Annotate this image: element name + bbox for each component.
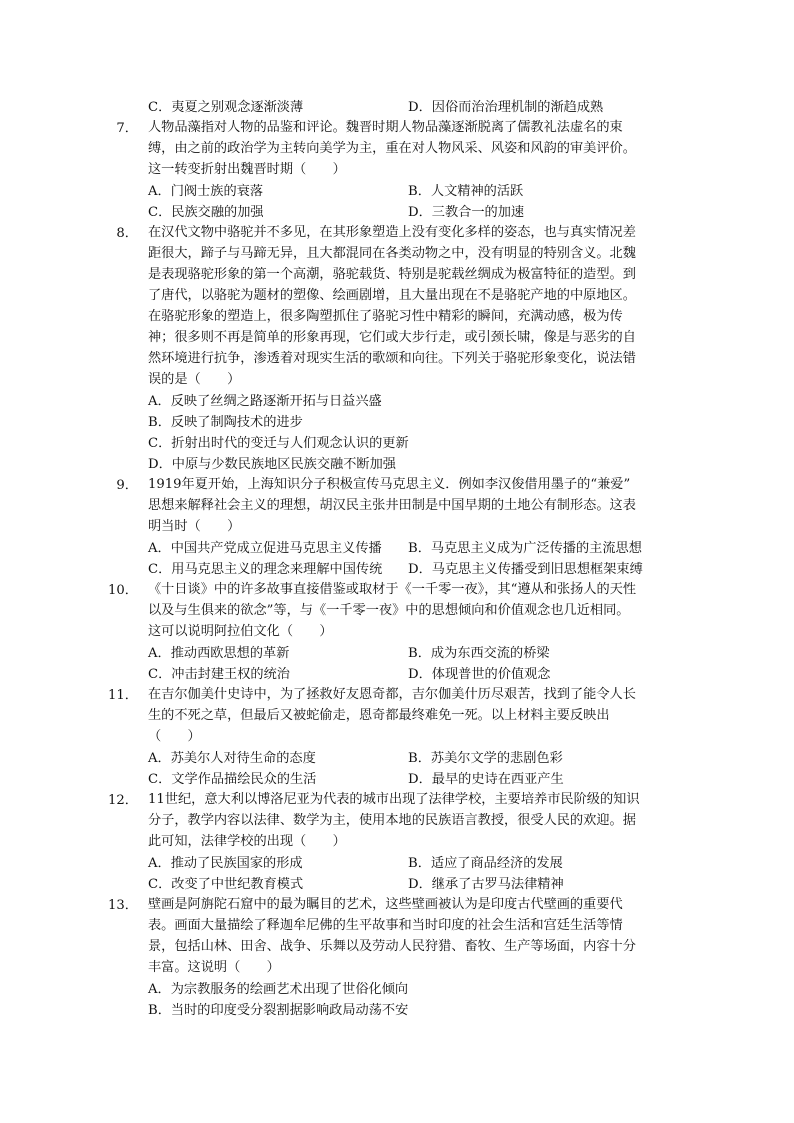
question-number: 7．	[116, 121, 138, 136]
option-c: C．折射出时代的变迁与人们观念认识的更新	[148, 436, 409, 451]
option-b: B．成为东西交流的桥梁	[408, 646, 550, 661]
option-b: B．马克思主义成为广泛传播的主流思想	[408, 541, 642, 556]
question-text-line: 表。画面大量描绘了释迦牟尼佛的生平故事和当时印度的社会生活和宫廷生活等情	[148, 918, 623, 933]
question-text-line: 1919年夏开始，上海知识分子积极宣传马克思主义．例如李汉俊借用墨子的“兼爱”	[148, 477, 631, 492]
option-b: B．反映了制陶技术的进步	[148, 415, 303, 430]
option-c: C．民族交融的加强	[148, 205, 264, 220]
option-c: C．冲击封建王权的统治	[148, 667, 290, 682]
question-number: 10．	[108, 583, 138, 598]
question-text-line: 思想来解释社会主义的理想，胡汉民主张井田制是中国早期的土地公有制形态。这表	[148, 498, 636, 513]
question-text-line: 距很大，蹄子与马蹄无异，且大都混同在各类动物之中，没有明显的特别含义。北魏	[148, 246, 636, 261]
option-a: A．为宗教服务的绘画艺术出现了世俗化倾向	[148, 982, 409, 997]
option-a: A．推动西欧思想的革新	[148, 646, 290, 661]
option-a: A．中国共产党成立促进马克思主义传播	[148, 541, 382, 556]
option-c: C．文学作品描绘民众的生活	[148, 772, 317, 787]
question-number: 9．	[116, 478, 138, 493]
option-d: D．体现普世的价值观念	[408, 667, 551, 682]
option-c: C．改变了中世纪教育模式	[148, 877, 304, 892]
question-text-line: 缚，由之前的政治学为主转向美学为主，重在对人物风采、风姿和风韵的审美评价。	[148, 141, 636, 156]
question-text-line: 了唐代，以骆驼为题材的塑像、绘画剧增，且大量出现在不是骆驼产地的中原地区。	[148, 288, 636, 303]
question-text-line: 丰富。这说明（ ）	[148, 960, 280, 975]
question-text-line: 明当时（ ）	[148, 519, 241, 534]
option-c: C．用马克思主义的理念来理解中国传统	[148, 562, 383, 577]
question-text-line: 在吉尔伽美什史诗中，为了拯救好友恩奇都，吉尔伽美什历尽艰苦，找到了能令人长	[148, 687, 636, 702]
question-text-line: 在汉代文物中骆驼并不多见，在其形象塑造上没有变化多样的姿态，也与真实情况差	[148, 225, 636, 240]
question-text-line: 景，包括山林、田舍、战争、乐舞以及劳动人民狩猎、畜牧、生产等场面，内容十分	[148, 939, 636, 954]
question-text-line: 误的是（ ）	[148, 372, 241, 387]
question-text-line: 神；很多则不再是简单的形象再现，它们或大步行走，或引颈长啸，像是与恶劣的自	[148, 330, 636, 345]
question-text-line: （ ）	[148, 729, 201, 744]
question-text-line: 是表现骆驼形象的第一个高潮，骆驼载货、特别是驼载丝绸成为极富特征的造型。到	[148, 267, 636, 282]
option-a: A．苏美尔人对待生命的态度	[148, 751, 316, 766]
question-text-line: 以及与生俱来的欲念”等，与《一千零一夜》中的思想倾向和价值观念也几近相同。	[148, 603, 630, 618]
option-b: B．适应了商品经济的发展	[408, 856, 563, 871]
option-d: D．三教合一的加速	[408, 205, 525, 220]
option-a: A．推动了民族国家的形成	[148, 856, 303, 871]
option-b: B．人文精神的活跃	[408, 184, 524, 199]
question-text-line: 此可知，法律学校的出现（ ）	[148, 834, 346, 849]
question-text-line: 11世纪，意大利以博洛尼亚为代表的城市出现了法律学校，主要培养市民阶级的知识	[148, 792, 640, 807]
question-text-line: 在骆驼形象的塑造上，很多陶塑抓住了骆驼习性中精彩的瞬间，充满动感，极为传	[148, 309, 623, 324]
option-b: B．当时的印度受分裂割据影响政局动荡不安	[148, 1003, 409, 1018]
option-a: A．门阀士族的衰落	[148, 184, 264, 199]
question-text-line: 这一转变折射出魏晋时期（ ）	[148, 162, 346, 177]
option-a: A．反映了丝绸之路逐渐开拓与日益兴盛	[148, 394, 382, 409]
option-b: B．苏美尔文学的悲剧色彩	[408, 751, 563, 766]
question-text-line: 《十日谈》中的许多故事直接借鉴或取材于《一千零一夜》，其“遵从和张扬人的天性	[148, 582, 637, 597]
question-text-line: 壁画是阿旃陀石窟中的最为瞩目的艺术，这些壁画被认为是印度古代壁画的重要代	[148, 897, 623, 912]
question-number: 12．	[108, 793, 138, 808]
option-c: C．夷夏之别观念逐渐淡薄	[148, 100, 304, 115]
question-text-line: 分子，教学内容以法律、数学为主，使用本地的民族语言教授，很受人民的欢迎。据	[148, 813, 636, 828]
question-text-line: 这可以说明阿拉伯文化（ ）	[148, 624, 333, 639]
option-d: D．马克思主义传播受到旧思想框架束缚	[408, 562, 643, 577]
question-text-line: 然环境进行抗争，渗透着对现实生活的歌颂和向往。下列关于骆驼形象变化，说法错	[148, 351, 636, 366]
option-d: D．最早的史诗在西亚产生	[408, 772, 564, 787]
question-number: 11．	[108, 688, 138, 703]
option-d: D．继承了古罗马法律精神	[408, 877, 564, 892]
option-d: D．中原与少数民族地区民族交融不断加强	[148, 457, 396, 472]
option-d: D．因俗而治治理机制的渐趋成熟	[408, 100, 604, 115]
question-number: 8．	[116, 226, 138, 241]
question-text-line: 人物品藻指对人物的品鉴和评论。魏晋时期人物品藻逐渐脱离了儒教礼法虚名的束	[148, 120, 623, 135]
question-number: 13．	[108, 898, 138, 913]
question-text-line: 生的不死之草，但最后又被蛇偷走，恩奇都最终难免一死。以上材料主要反映出	[148, 708, 610, 723]
